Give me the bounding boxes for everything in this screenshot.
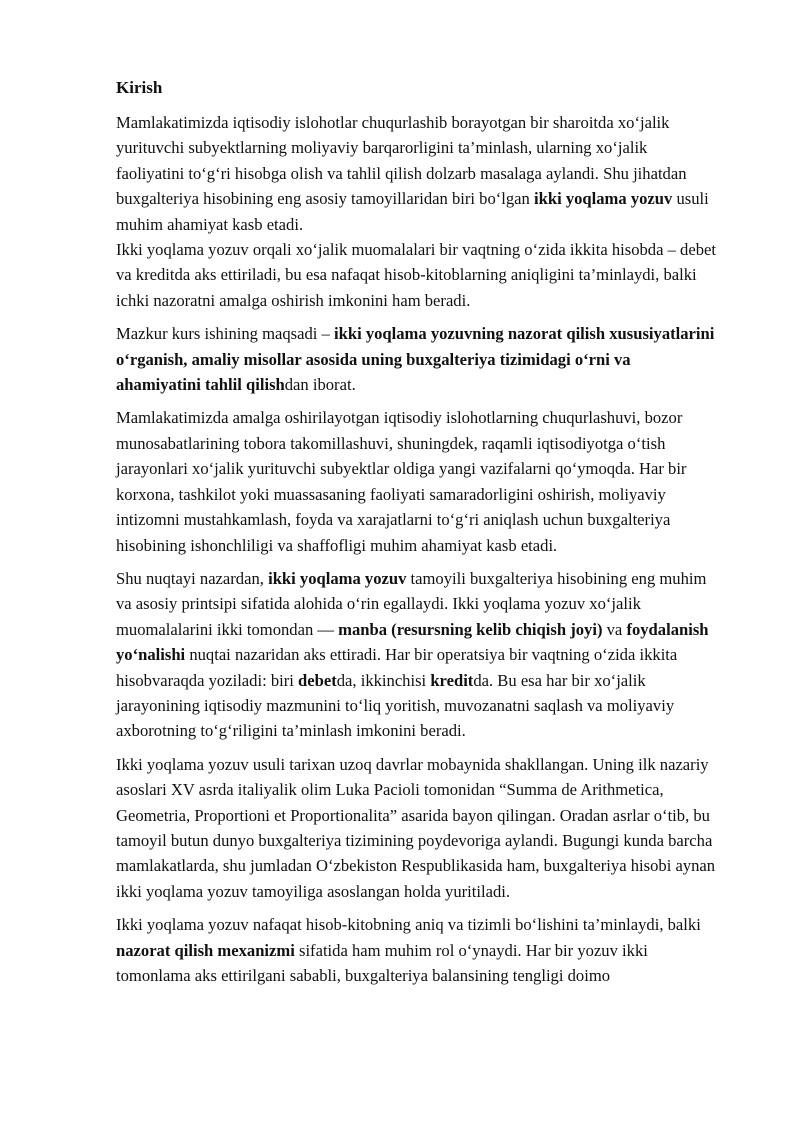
text-run: Ikki yoqlama yozuv nafaqat hisob-kitobning aniq va tizimli bo‘lishini ta’minlaydi, balki [116, 915, 701, 935]
paragraph [116, 321, 718, 397]
bold-text: kredit [430, 670, 474, 690]
document-body [116, 110, 718, 988]
text-run: Ikki yoqlama yozuv usuli tarixan uzoq davrlar mobaynida shakllangan. Uning ilk nazariy asoslari XV asrda italiyalik olim Luka Pacioli tomonidan “Summa de Arithmetica, Geometria, Proportioni et Proportionalita” asarida bayon qilingan. Oradan asrlar o‘tib, bu tamoyil butun dunyo buxgalteriya tizimining poydevoriga aylandi. Bugungi kunda barcha mamlakatlarda, shu jumladan O‘zbekiston Respublikasida ham, buxgalteriya hisobi aynan ikki yoqlama yozuv tamoyiliga asoslangan holda yuritiladi. [116, 754, 716, 901]
text-run: Mamlakatimizda iqtisodiy islohotlar chuqurlashib borayotgan bir sharoitda xo‘jalik yurituvchi subyektlarning moliyaviy barqarorligini ta’minlash, ularning xo‘jalik faoliyatini to‘g‘ri hisobga olish va tahlil qilish dolzarb masalaga aylandi. Shu jihatdan buxgalteriya hisobining eng asosiy tamoyillaridan biri bo‘lgan [116, 113, 687, 209]
section-heading: Kirish [116, 78, 163, 97]
text-run: da, ikkinchisi [336, 670, 431, 690]
text-run: da. Bu esa har bir xo‘jalik jarayonining iqtisodiy mazmunini to‘liq yoritish, muvozanatni saqlash va moliyaviy axborotning to‘g‘riligini ta’minlash imkonini beradi. [116, 670, 675, 741]
paragraph [116, 752, 718, 904]
paragraph [116, 405, 718, 557]
text-run: nuqtai nazaridan aks ettiradi. Har bir operatsiya bir vaqtning o‘zida ikkita hisobvaraqda yoziladi: biri [116, 645, 678, 690]
paragraph [116, 237, 718, 313]
paragraph [116, 912, 718, 988]
bold-text: manba (resursning kelib chiqish joyi) [338, 619, 603, 639]
text-run: va [602, 619, 627, 639]
text-run: Mamlakatimizda amalga oshirilayotgan iqtisodiy islohotlarning chuqurlashuvi, bozor munosabatlarining tobora takomillashuvi, shuningdek, raqamli iqtisodiyotga o‘tish jarayonlari xo‘jalik yurituvchi subyektlar oldiga yangi vazifalarni qo‘ymoqda. Har bir korxona, tashkilot yoki muassasaning faoliyati samaradorligini oshirish, moliyaviy intizomni mustahkamlash, foyda va xarajatlarni to‘g‘ri aniqlash uchun buxgalteriya hisobining ishonchliligi va shaffofligi muhim ahamiyat kasb etadi. [116, 408, 687, 555]
text-run: Mazkur kurs ishining maqsadi – [116, 324, 334, 344]
bold-text: ikki yoqlama yozuvning nazorat qilish xususiyatlarini o‘rganish, amaliy misollar asosida uning buxgalteriya tizimidagi o‘rni va ahamiyatini tahlil qilish [116, 324, 715, 395]
text-run: dan iborat. [284, 375, 356, 395]
bold-text: debet [298, 670, 337, 690]
paragraph [116, 566, 718, 744]
text-run: Ikki yoqlama yozuv orqali xo‘jalik muomalalari bir vaqtning o‘zida ikkita hisobda – debet va kreditda aks ettiriladi, bu esa nafaqat hisob-kitoblarning aniqligini ta’minlaydi, balki ichki nazoratni amalga oshirish imkonini ham beradi. [116, 240, 716, 310]
bold-text: ikki yoqlama yozuv [268, 568, 407, 588]
text-run: tamoyili buxgalteriya hisobining eng muhim va asosiy printsipi sifatida alohida o‘rin egallaydi. Ikki yoqlama yozuv xo‘jalik muomalalarini ikki tomondan — [116, 568, 707, 639]
text-run: sifatida ham muhim rol o‘ynaydi. Har bir yozuv ikki tomonlama aks ettirilgani sababli, buxgalteriya balansining tengligi doimo [116, 940, 648, 985]
bold-text: ikki yoqlama yozuv [534, 189, 673, 209]
text-run: Shu nuqtayi nazardan, [116, 568, 269, 588]
text-run: usuli muhim ahamiyat kasb etadi. [116, 189, 709, 234]
bold-text: nazorat qilish mexanizmi [116, 940, 295, 960]
paragraph [116, 110, 718, 237]
bold-text: foydalanish yo‘nalishi [116, 619, 709, 665]
